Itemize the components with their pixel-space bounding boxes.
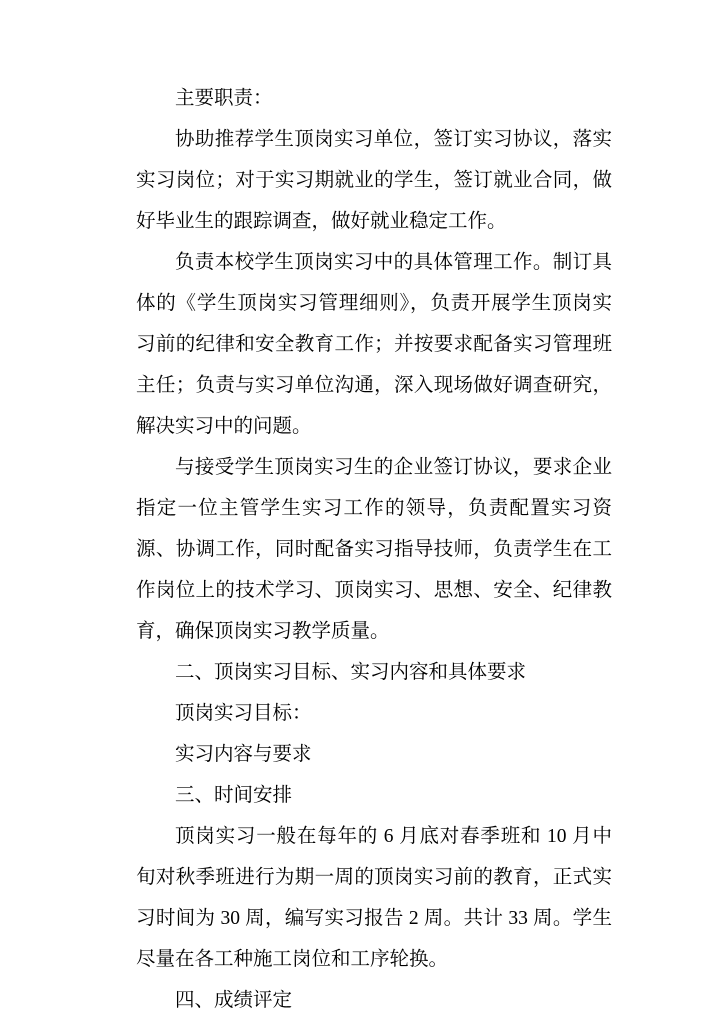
paragraph-enterprise-agreement: 与接受学生顶岗实习生的企业签订协议，要求企业指定一位主管学生实习工作的领导，负责配置实习资源、协调工作，同时配备实习指导技师，负责学生在工作岗位上的技术学习、顶岗实习、思想、安全、纪律教育，确保顶岗实习教学质量。 [136,457,612,642]
paragraph-section-three-heading: 三、时间安排 [175,785,293,806]
document-body [136,78,612,1021]
paragraph-content-requirements: 实习内容与要求 [175,744,312,765]
paragraph-section-four-heading: 四、成绩评定 [175,990,293,1011]
paragraph-section-two-heading: 二、顶岗实习目标、实习内容和具体要求 [175,662,527,683]
paragraph-schedule-detail: 顶岗实习一般在每年的 6 月底对春季班和 10 月中旬对秋季班进行为期一周的顶岗实习前的教育，正式实习时间为 30 周，编写实习报告 2 周。共计 33 周。学生尽量在各工种施工岗位和工序轮换。 [136,826,612,970]
paragraph-assist-internship: 协助推荐学生顶岗实习单位，签订实习协议，落实实习岗位；对于实习期就业的学生，签订就业合同，做好毕业生的跟踪调查，做好就业稳定工作。 [136,129,612,232]
paragraph-main-duties-heading: 主要职责： [175,88,273,109]
paragraph-school-management: 负责本校学生顶岗实习中的具体管理工作。制订具体的《学生顶岗实习管理细则》，负责开展学生顶岗实习前的纪律和安全教育工作；并按要求配备实习管理班主任；负责与实习单位沟通，深入现场做好调查研究，解决实习中的问题。 [136,252,612,437]
paragraph-internship-goal: 顶岗实习目标： [175,703,312,724]
